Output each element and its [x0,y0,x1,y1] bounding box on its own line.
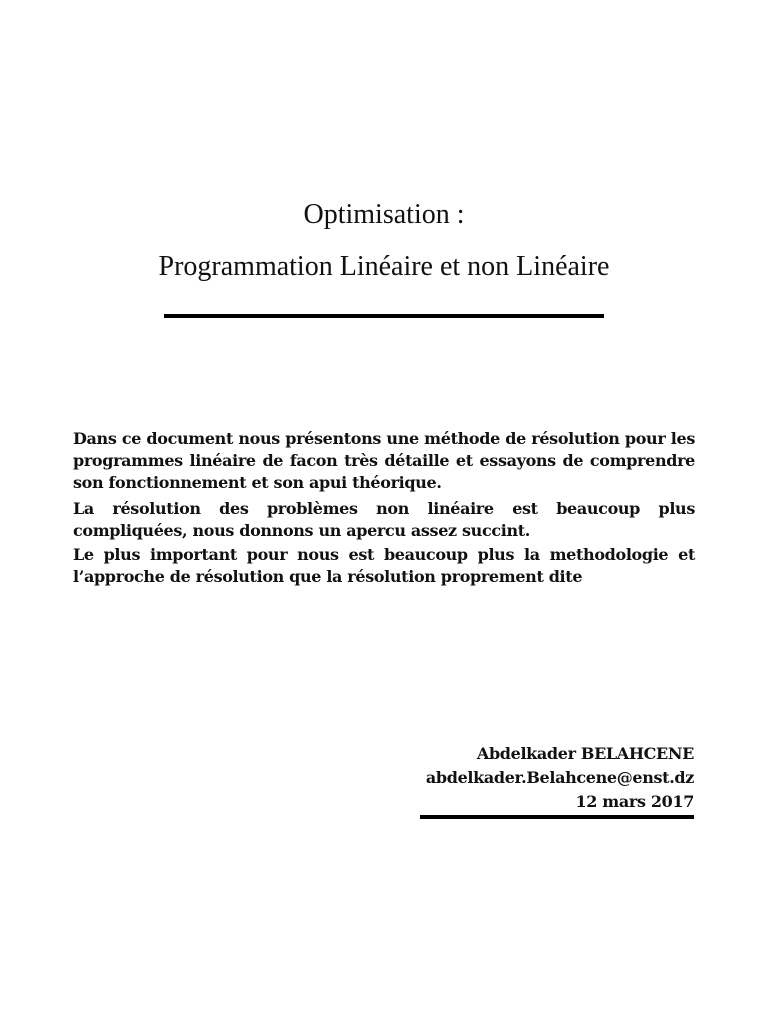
abstract-text-3: Le plus important pour nous est beaucoup plus la methodologie et l’approche de résolution que la résolution proprement dite [73,545,695,586]
document-date: 12 mars 2017 [575,792,694,811]
author-divider [420,815,694,819]
abstract-paragraph-1 [73,428,695,494]
document-title: Optimisation : [303,199,465,230]
abstract-paragraph-2 [73,498,695,542]
author-name: Abdelkader BELAHCENE [476,744,694,763]
document-subtitle: Programmation Linéaire et non Linéaire [158,251,610,282]
title-divider [164,314,604,318]
abstract-text-1: Dans ce document nous présentons une méthode de résolution pour les programmes linéaire de facon très détaille et essayons de comprendre son fonctionnement et son apui théorique. [73,429,695,492]
abstract-paragraph-3 [73,544,695,588]
author-block [426,742,694,814]
author-email: abdelkader.Belahcene@enst.dz [425,768,694,787]
abstract-text-2: La résolution des problèmes non linéaire est beaucoup plus compliquées, nous donnons un apercu assez succint. [73,499,695,540]
